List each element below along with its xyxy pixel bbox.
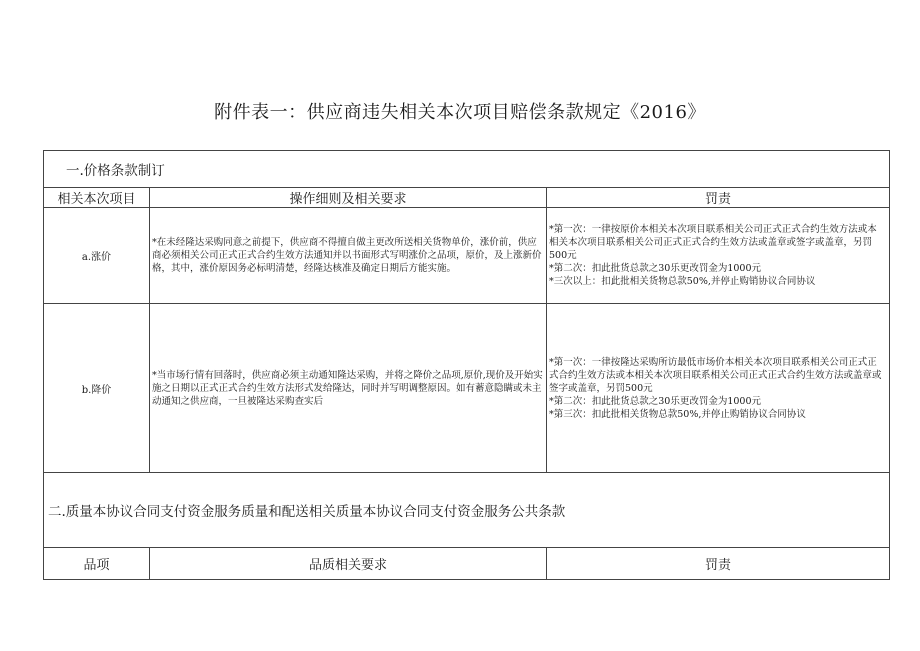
penalty-line: *第三次：扣此批相关货物总款50%,并停止购销协议合同协议 — [549, 408, 806, 420]
penalty-line: *三次以上：扣此批相关货物总款50%,并停止购销协议合同协议 — [549, 276, 816, 287]
table-row-price-increase — [44, 208, 890, 304]
penalty-line: *第二次：扣此批货总款之30乐更改罚金为1000元 — [549, 395, 762, 407]
compensation-rules-table — [43, 150, 890, 580]
column-header-penalty-2: 罚责 — [547, 548, 890, 580]
requirement-price-increase: *在未经隆达采购同意之前提下，供应商不得擅自做主更改所送相关货物单价，涨价前，供应商必须相关公司正式正式合约生效方法通知并以书面形式写明涨价之品项，原价，及上涨新价格，其中，涨价原因务必标明清楚，经隆达核准及确定日期后方能实施。 — [150, 208, 547, 304]
section2-header-row — [44, 548, 890, 580]
penalty-line: *第二次：扣此批货总款之30乐更改罚金为1000元 — [549, 263, 762, 274]
document-title: 附件表一：供应商违失相关本次项目赔偿条款规定《2016》 — [214, 102, 706, 123]
column-header-item: 相关本次项目 — [44, 188, 150, 208]
penalty-price-decrease — [547, 304, 890, 473]
item-price-decrease: b.降价 — [44, 304, 150, 473]
column-header-product: 品项 — [44, 548, 150, 580]
section2-heading: 二.质量本协议合同支付资金服务质量和配送相关质量本协议合同支付资金服务公共条款 — [44, 473, 890, 548]
column-header-requirement: 操作细则及相关要求 — [150, 188, 547, 208]
item-price-increase: a.涨价 — [44, 208, 150, 304]
penalty-line: *第一次：一律按隆达采购所访最低市场价本相关本次项目联系相关公司正式正式合约生效方法或本相关本次项目联系相关公司正式正式合约生效方法或盖章或签字或盖章，另罚500元 — [549, 356, 882, 394]
column-header-penalty: 罚责 — [547, 188, 890, 208]
column-header-quality-requirement: 品质相关要求 — [150, 548, 547, 580]
penalty-price-increase — [547, 208, 890, 304]
table-row-price-decrease — [44, 304, 890, 473]
penalty-line: *第一次：一律按原价本相关本次项目联系相关公司正式正式合约生效方法或本相关本次项目联系相关公司正式正式合约生效方法或盖章或签字或盖章，另罚500元 — [549, 224, 877, 261]
section1-heading-row — [44, 151, 890, 188]
section1-heading: 一.价格条款制订 — [44, 151, 890, 188]
section1-header-row — [44, 188, 890, 208]
section2-heading-row — [44, 473, 890, 548]
requirement-price-decrease: *当市场行情有回落时，供应商必须主动通知隆达采购，并将之降价之品项,原价,现价及开始实施之日期以正式正式合约生效方法形式发给隆达，同时并写明调整原因。如有蓄意隐瞒或未主动通知之供应商，一旦被隆达采购查实后 — [150, 304, 547, 473]
